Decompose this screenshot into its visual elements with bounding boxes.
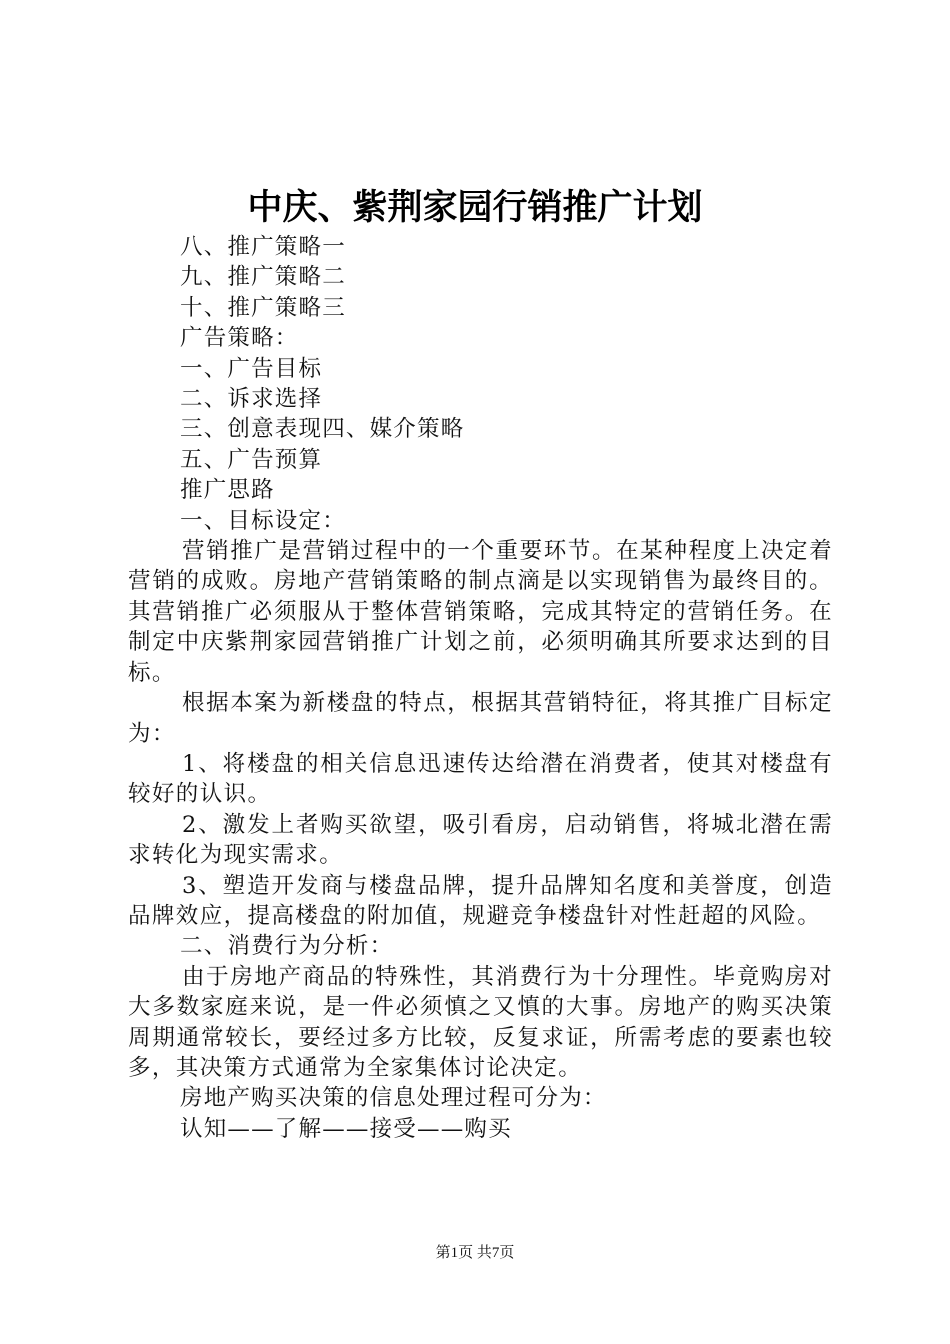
paragraph: 由于房地产商品的特殊性，其消费行为十分理性。毕竟购房对大多数家庭来说，是一件必须慎之又慎的大事。房地产的购买决策周期通常较长，要经过多方比较，反复求证，所需考虑的要素也较多，其决策方式通常为全家集体讨论决定。 — [128, 963, 833, 1081]
outline-item: 八、推广策略一 — [180, 234, 346, 260]
outline-item: 二、诉求选择 — [180, 386, 323, 413]
outline-item: 推广思路 — [180, 477, 275, 504]
outline-item: 十、推广策略三 — [180, 294, 346, 321]
paragraph: 营销推广是营销过程中的一个重要环节。在某种程度上决定着营销的成败。房地产营销策略的制点滴是以实现销售为最终目的。其营销推广必须服从于整体营销策略，完成其特定的营销任务。在制定中庆紫荆家园营销推广计划之前，必须明确其所要求达到的目标。 — [128, 538, 833, 686]
outline-item: 九、推广策略二 — [180, 264, 346, 291]
goal-item: 3、塑造开发商与楼盘品牌，提升品牌知名度和美誉度，创造品牌效应，提高楼盘的附加值，规避竞争楼盘针对性赶超的风险。 — [128, 872, 833, 929]
document-body — [128, 232, 833, 1144]
section-heading: 二、消费行为分析： — [180, 933, 394, 960]
goal-item: 2、激发上者购买欲望，吸引看房，启动销售，将城北潜在需求转化为现实需求。 — [128, 811, 833, 869]
outline-item: 一、目标设定： — [180, 507, 346, 534]
outline-item: 三、创意表现四、媒介策略 — [180, 416, 465, 443]
page-number: 第1页 共7页 — [435, 1245, 515, 1261]
paragraph: 房地产购买决策的信息处理过程可分为： — [180, 1085, 607, 1112]
outline-item: 广告策略： — [180, 325, 299, 352]
outline-item: 一、广告目标 — [180, 355, 323, 382]
paragraph: 根据本案为新楼盘的特点，根据其营销特征，将其推广目标定为： — [128, 690, 833, 747]
document-title: 中庆、紫荆家园行销推广计划 — [247, 188, 703, 228]
goal-item: 1、将楼盘的相关信息迅速传达给潜在消费者，使其对楼盘有较好的认识。 — [128, 750, 833, 808]
process-steps: 认知——了解——接受——购买 — [180, 1115, 512, 1142]
outline-item: 五、广告预算 — [180, 446, 323, 473]
